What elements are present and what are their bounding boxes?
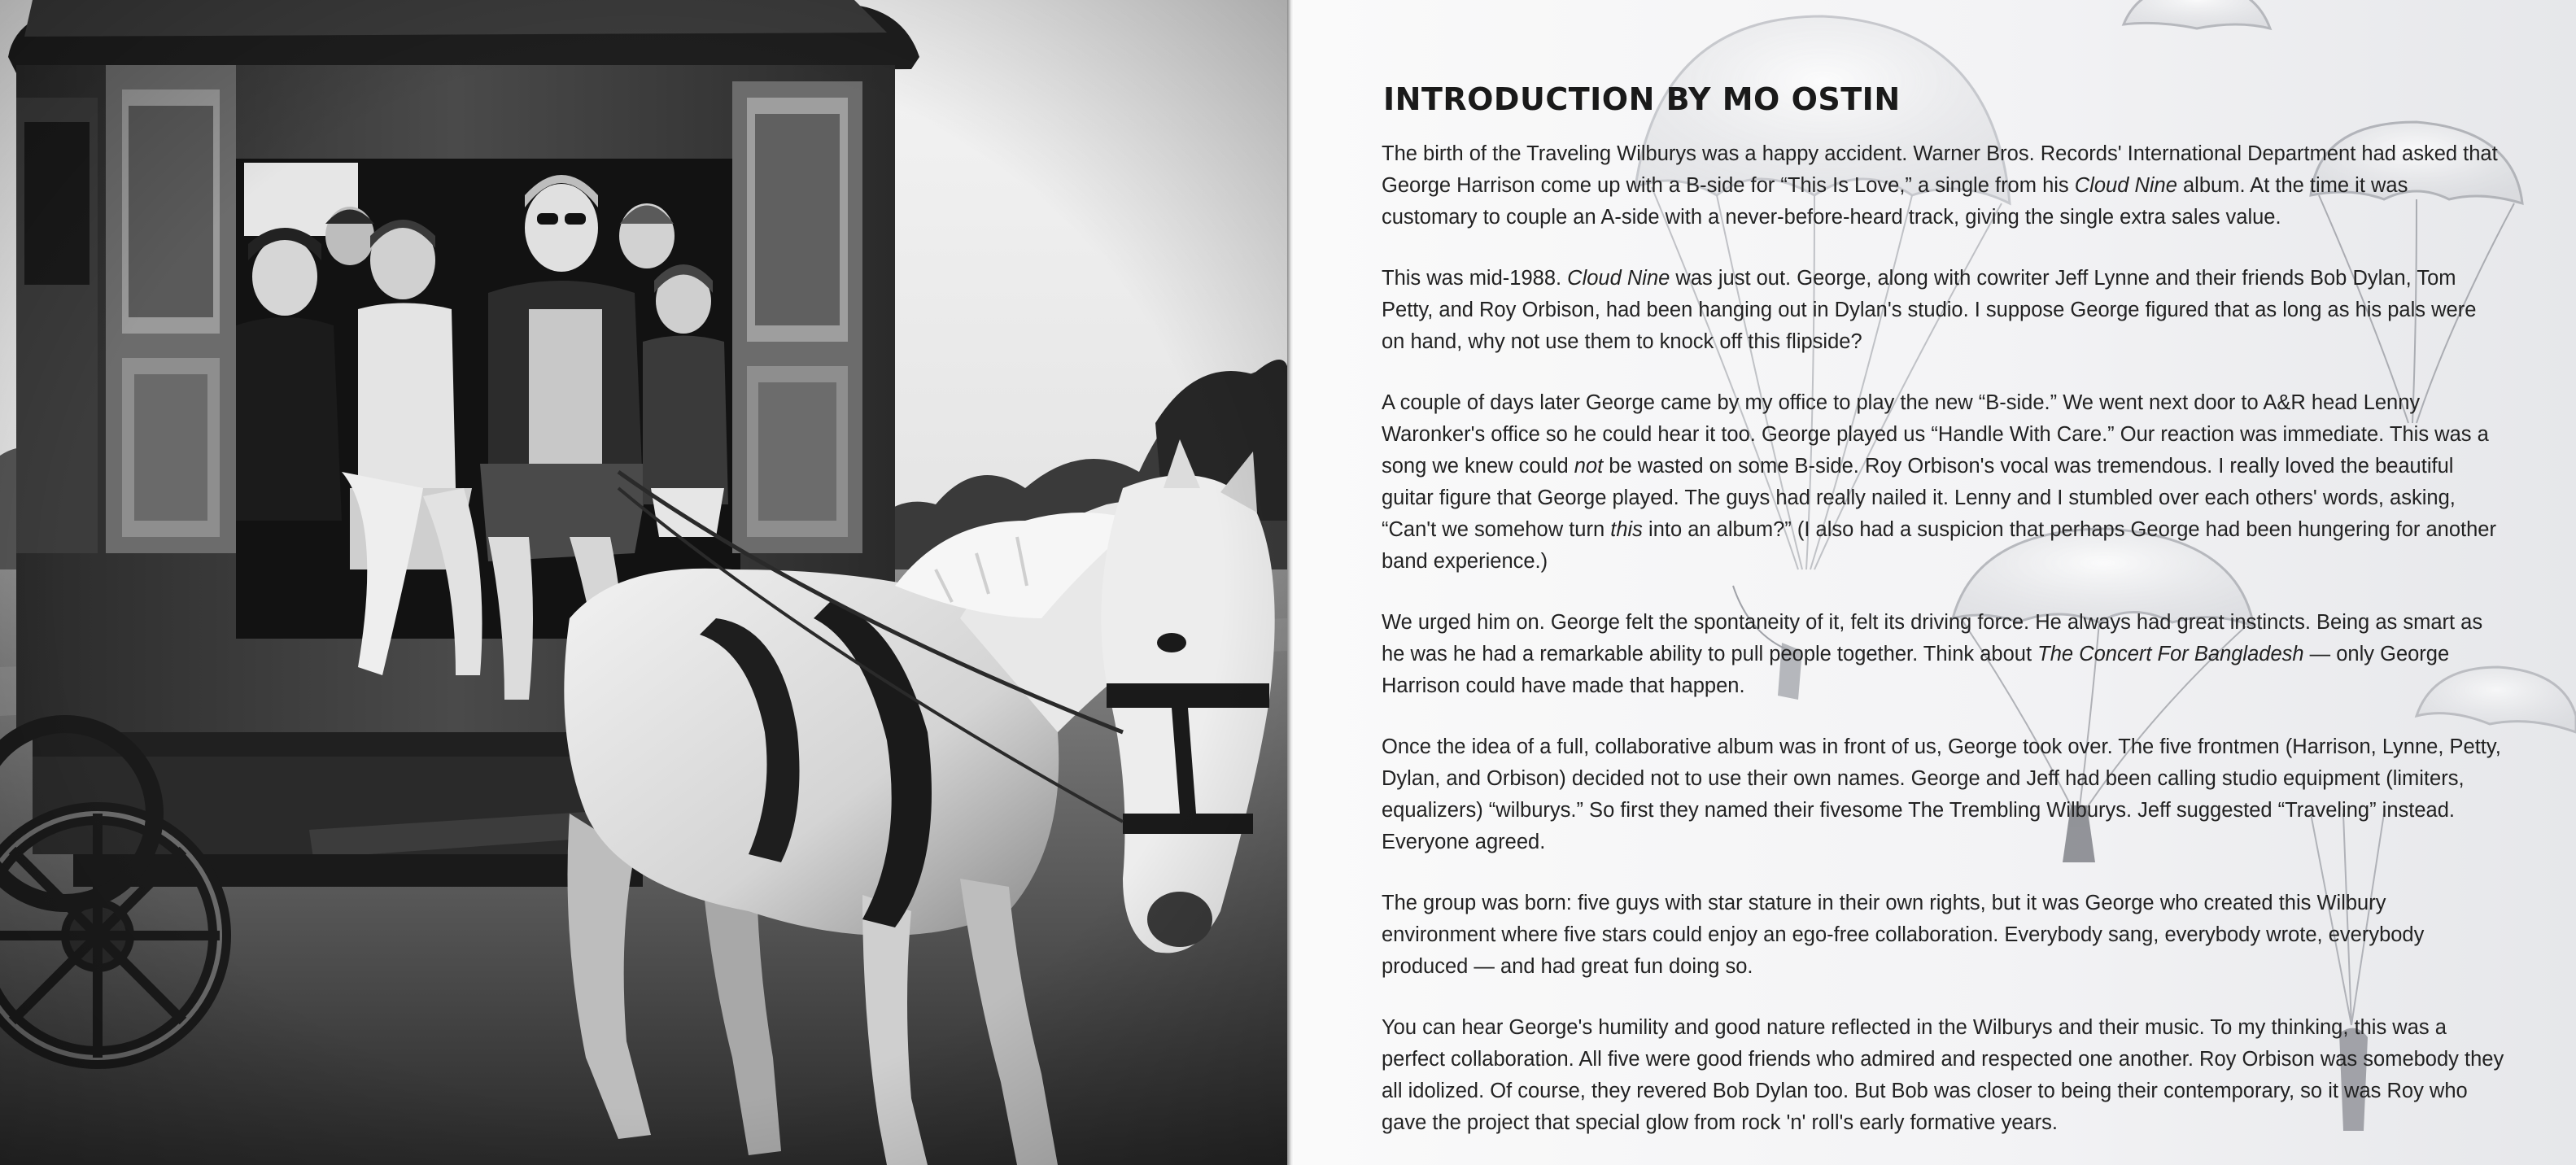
text-run: — only George Harrison could have made that happen. xyxy=(1382,643,2450,697)
page-gutter xyxy=(1287,0,1294,1165)
text-run: This was mid-1988. xyxy=(1382,267,1568,290)
text-run: into an album?” (I also had a suspicion that perhaps George had been hungering for another band experience.) xyxy=(1382,518,2496,573)
italic-text: Cloud Nine xyxy=(2074,174,2177,197)
text-run: be wasted on some B-side. Roy Orbison's vocal was tremendous. I really loved the beautiful guitar figure that George played. The guys had really nailed it. Lenny and I stumbled over each others' words, asking, “Can't we somehow turn xyxy=(1382,455,2456,541)
text-run: You can hear George's humility and good nature reflected in the Wilburys and their music. To my thinking, this was a perfect collaboration. All five were good friends who admired and respected one another. Roy Orbison was somebody they all idolized. Of course, they revered Bob Dylan too. But Bob was closer to being their contemporary, so it was Roy who gave the project that special glow from rock 'n' roll's early formative years. xyxy=(1382,1016,2504,1134)
italic-text: The Concert For Bangladesh xyxy=(2037,643,2304,665)
text-run: was just out. George, along with cowriter Jeff Lynne and their friends Bob Dylan, Tom Petty, and Roy Orbison, had been hanging out in Dylan's studio. I suppose George figured that as long as his pals were on hand, why not use them to knock off this flipside? xyxy=(1382,267,2477,353)
photo-horse-drawn-caravan xyxy=(0,0,1287,1165)
text-run: album. At the time it was customary to couple an A-side with a never-before-heard track, giving the single extra sales value. xyxy=(1382,174,2408,229)
paragraph-p4 xyxy=(1382,607,2504,702)
paragraph-p2 xyxy=(1382,263,2504,358)
introduction-page xyxy=(1294,0,2576,1165)
text-run: We urged him on. George felt the spontaneity of it, felt its driving force. He always had great instincts. Being as smart as he was he had a remarkable ability to pull people together. Think about xyxy=(1382,611,2483,665)
paragraph-p7 xyxy=(1382,1012,2504,1139)
paragraph-p3 xyxy=(1382,387,2504,578)
page-title: INTRODUCTION BY MO OSTIN xyxy=(1383,81,1901,117)
introduction-body xyxy=(1382,138,2504,1165)
paragraph-p1 xyxy=(1382,138,2504,233)
italic-text: Cloud Nine xyxy=(1567,267,1670,290)
paragraph-p5 xyxy=(1382,731,2504,858)
paragraph-p6 xyxy=(1382,888,2504,983)
text-run: Once the idea of a full, collaborative album was in front of us, George took over. The five frontmen (Harrison, Lynne, Petty, Dylan, and Orbison) decided not to use their own names. George and Jeff had been calling studio equipment (limiters, equalizers) “wilburys.” So first they named their fivesome The Trembling Wilburys. Jeff suggested “Traveling” instead. Everyone agreed. xyxy=(1382,735,2501,853)
text-run: The group was born: five guys with star stature in their own rights, but it was George who created this Wilbury environment where five stars could enjoy an ego-free collaboration. Everybody sang, everybody wrote, everybody produced — and had great fun doing so. xyxy=(1382,892,2425,978)
italic-text: not xyxy=(1574,455,1604,478)
italic-text: this xyxy=(1610,518,1643,541)
text-run: The birth of the Traveling Wilburys was a happy accident. Warner Bros. Records' International Department had asked that George Harrison come up with a B-side for “This Is Love,” a single from his xyxy=(1382,142,2498,197)
text-run: A couple of days later George came by my office to play the new “B-side.” We went next door to A&R head Lenny Waronker's office so he could hear it too. George played us “Handle With Care.” Our reaction was immediate. This was a song we knew could xyxy=(1382,391,2489,478)
